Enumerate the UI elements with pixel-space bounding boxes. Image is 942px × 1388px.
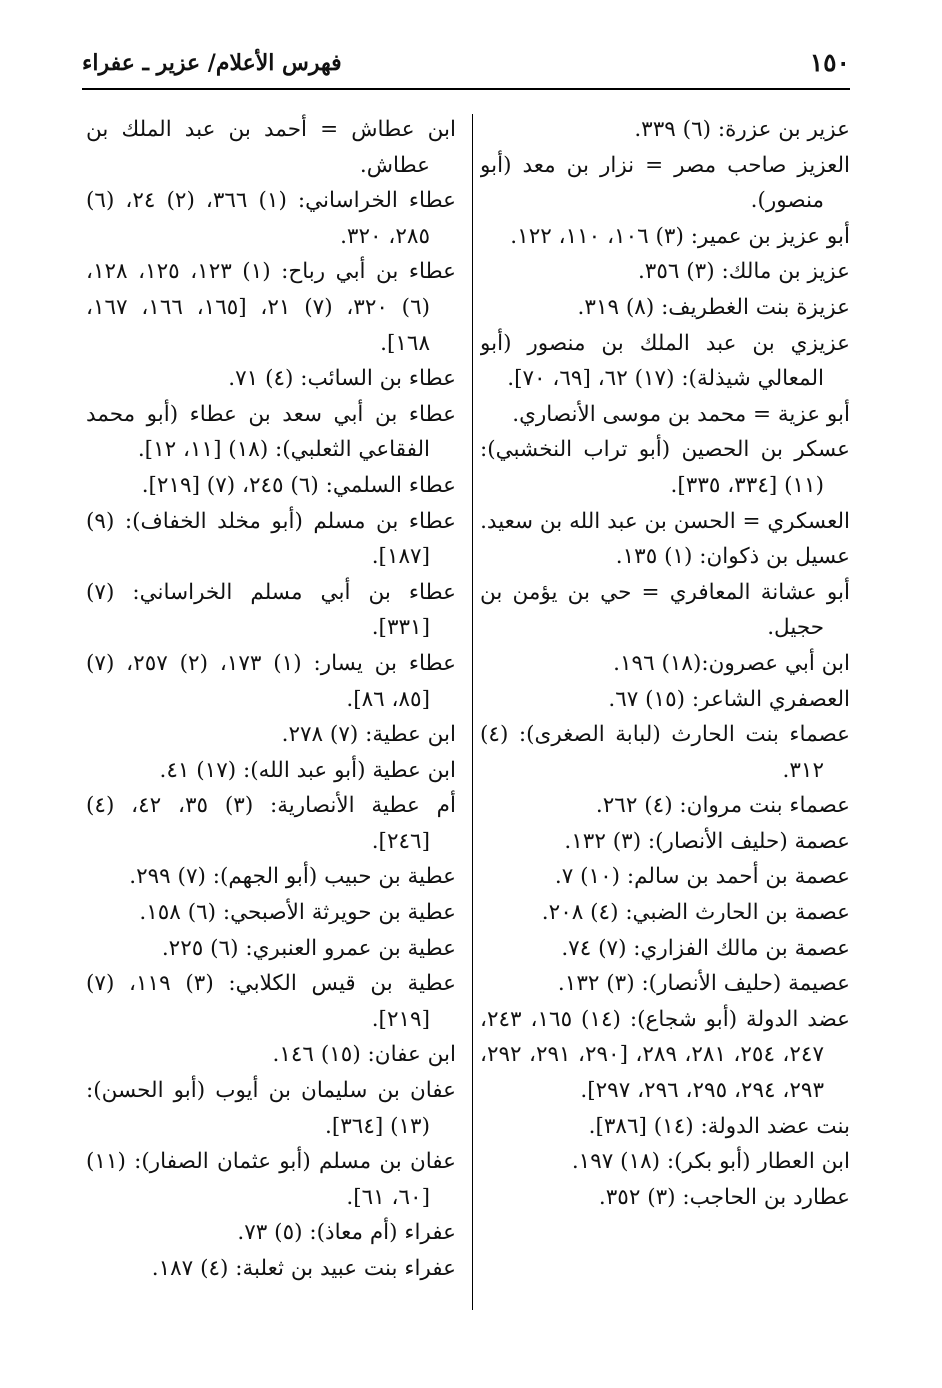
running-title: فهرس الأعلام/ عزير ـ عفراء [82,50,342,76]
page-number: ١٥٠ [809,48,850,77]
index-entry: عطية بن عمرو العنبري: (٦) ٢٢٥. [161,935,456,961]
index-entry: عطاء بن مسلم (أبو مخلد الخفاف): (٩) [١٨٧]. [86,508,456,570]
index-entry: عسيل بن ذكوان: (١) ١٣٥. [615,544,850,570]
index-entry: عزيزي بن عبد الملك بن منصور (أبو المعالي شيذلة): (١٧) ٦٢، [٦٩، ٧٠]. [480,330,850,392]
index-entry: العصفري الشاعر: (١٥) ٦٧. [608,686,850,712]
index-entry: ابن عطية: (٧) ٢٧٨. [281,722,456,748]
index-entry: العسكري = الحسن بن عبد الله بن سعيد. [480,508,850,534]
index-entry: بنت عضد الدولة: (١٤) [٣٨٦]. [588,1113,850,1139]
index-entry: عطارد بن الحاجب: (٣) ٣٥٢. [598,1184,850,1210]
index-entry: عضد الدولة (أبو شجاع): (١٤) ١٦٥، ٢٤٣، ٢٤٧، ٢٥٤، ٢٨١، ٢٨٩، [٢٩٠، ٢٩١، ٢٩٢، ٢٩٣، ٢٩٤، ٢٩٥، ٢٩٦، ٢٩٧]. [480,1006,850,1104]
index-entry: عطاء الخراساني: (١) ٣٦٦، (٢) ٢٤، (٦) ٢٨٥، ٣٢٠. [86,188,456,249]
index-entry: عفان بن سليمان بن أيوب (أبو الحسن): (١٣) [٣٦٤]. [86,1078,456,1139]
index-entry: عصماء بنت مروان: (٤) ٢٦٢. [595,793,850,819]
index-entry: عصمة (حليف الأنصار): (٣) ١٣٢. [564,828,850,854]
index-entry: عصيمة (حليف الأنصار): (٣) ١٣٢. [557,971,850,997]
index-entry: ابن عطاش = أحمد بن عبد الملك بن عطاش. [86,117,456,178]
index-entry: عطاء بن أبي سعد بن عطاء (أبو محمد الفقاعي الثعلبي): (١٨) [١١، ١٢]. [86,401,456,463]
index-entry: عصمة بن مالك الفزاري: (٧) ٧٤. [561,935,850,961]
column-divider [472,114,473,1310]
index-entry: عصمة بن الحارث الضبي: (٤) ٢٠٨. [541,900,850,926]
index-entry: عصمة بن أحمد بن سالم: (١٠) ٧. [554,864,850,890]
index-entry: عطية بن قيس الكلابي: (٣) ١١٩، (٧) [٢١٩]. [86,971,456,1032]
index-entry: عطية بن حبيب (أبو الجهم): (٧) ٢٩٩. [129,864,456,890]
index-entry: عصماء بنت الحارث (لبابة الصغرى): (٤) ٣١٢. [480,722,850,783]
index-entry: أم عطية الأنصارية: (٣) ٣٥، ٤٢، (٤) [٢٤٦]. [86,793,456,854]
index-entry: ابن أبي عصرون:(١٨) ١٩٦. [613,650,850,676]
index-entry: أبو عشانة المعافري = حي بن يؤمن بن حجيل. [480,579,850,641]
index-entry: عطاء بن السائب: (٤) ٧١. [228,366,456,392]
index-entry: عزيزة بنت الغطريف: (٨) ٣١٩. [577,294,850,320]
index-entry: عطية بن حويرثة الأصبحي: (٦) ١٥٨. [139,900,456,926]
index-entry: العزيز صاحب مصر = نزار بن معد (أبو منصور). [480,152,850,214]
index-entry: ابن عفان: (١٥) ١٤٦. [272,1042,456,1068]
page-header [82,44,850,84]
index-entry: عزير بن عزرة: (٦) ٣٣٩. [634,117,850,142]
index-column-right [480,112,850,1327]
index-entry: عطاء بن أبي مسلم الخراساني: (٧) [٣٣١]. [86,579,456,641]
index-entry: أبو عزية = محمد بن موسى الأنصاري. [512,401,850,427]
header-rule [82,88,850,90]
index-entry: عزيز بن مالك: (٣) ٣٥٦. [637,259,850,285]
index-entry: عفراء بنت عبيد بن ثعلبة: (٤) ١٨٧. [151,1256,456,1281]
index-entry: عفراء (أم معاذ): (٥) ٧٣. [237,1220,456,1246]
index-column-left [86,112,456,1327]
index-entry: عطاء بن أبي رباح: (١) ١٢٣، ١٢٥، ١٢٨، (٦) ٣٢٠، (٧) ٢١، [١٦٥، ١٦٦، ١٦٧، ١٦٨]. [86,259,456,356]
index-entry: عفان بن مسلم (أبو عثمان الصفار): (١١) [٦٠، ٦١]. [86,1149,456,1210]
index-entry: عطاء بن يسار: (١) ١٧٣، (٢) ٢٥٧، (٧) [٨٥، ٨٦]. [86,650,456,712]
index-entry: عطاء السلمي: (٦) ٢٤٥، (٧) [٢١٩]. [141,472,456,498]
index-entry: عسكر بن الحصين (أبو تراب النخشبي): (١١) [٣٣٤، ٣٣٥]. [480,437,850,498]
index-entry: ابن العطار (أبو بكر): (١٨) ١٩٧. [571,1149,850,1175]
index-entry: ابن عطية (أبو عبد الله): (١٧) ٤١. [159,757,456,783]
index-entry: أبو عزيز بن عمير: (٣) ١٠٦، ١١٠، ١٢٢. [510,223,850,249]
